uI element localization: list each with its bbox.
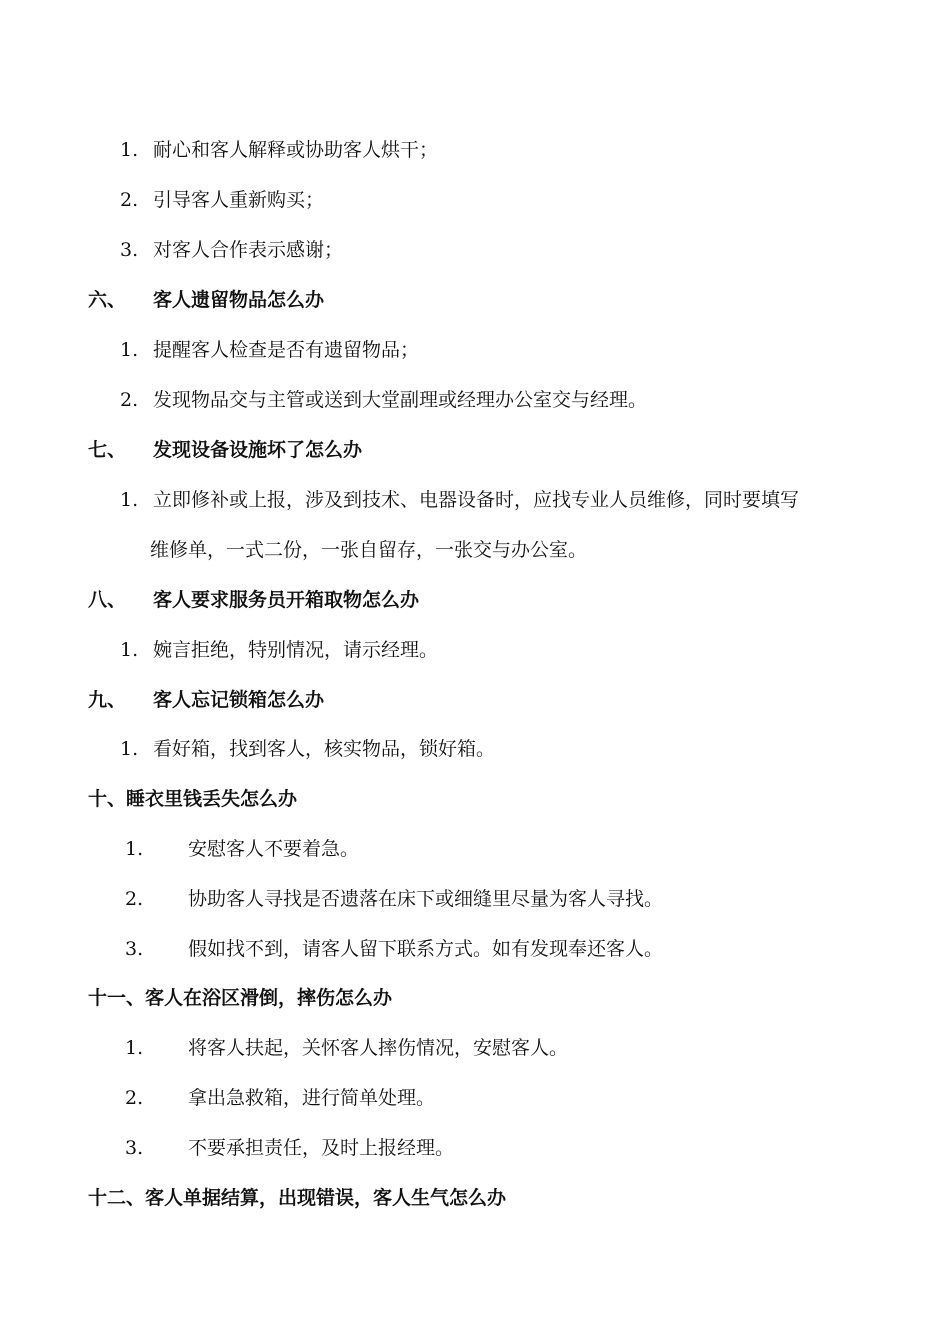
list-text: 协助客人寻找是否遗落在床下或细缝里尽量为客人寻找。 — [188, 888, 664, 910]
list-text: 提醒客人检查是否有遗留物品； — [153, 339, 420, 361]
list-text: 拿出急救箱，进行简单处理。 — [188, 1087, 436, 1109]
section-title: 客人忘记锁箱怎么办 — [153, 689, 325, 711]
section-title: 十、睡衣里钱丢失怎么办 — [88, 788, 298, 810]
list-text: 将客人扶起，关怀客人摔伤情况，安慰客人。 — [188, 1037, 569, 1059]
list-number: 3. — [125, 1137, 144, 1159]
list-text: 耐心和客人解释或协助客人烘干； — [153, 139, 439, 161]
list-number: 1. — [125, 838, 144, 860]
section-number: 六、 — [88, 289, 127, 311]
list-number: 1. — [120, 339, 139, 361]
list-number: 2. — [120, 389, 139, 411]
section-number: 七、 — [88, 439, 127, 461]
list-number: 3. — [125, 938, 144, 960]
list-number: 3. — [120, 239, 139, 261]
list-text: 安慰客人不要着急。 — [188, 838, 360, 860]
list-text: 立即修补或上报，涉及到技术、电器设备时，应找专业人员维修，同时要填写 — [153, 489, 800, 511]
section-title: 客人要求服务员开箱取物怎么办 — [153, 589, 420, 611]
section-number: 九、 — [88, 689, 127, 711]
section-title: 十一、客人在浴区滑倒，摔伤怎么办 — [88, 987, 393, 1009]
list-number: 2. — [125, 1087, 144, 1109]
list-number: 1. — [120, 639, 139, 661]
list-number: 1. — [125, 1037, 144, 1059]
list-number: 2. — [125, 888, 144, 910]
section-title: 十二、客人单据结算，出现错误，客人生气怎么办 — [88, 1187, 507, 1209]
section-title: 客人遗留物品怎么办 — [153, 289, 325, 311]
list-number: 1. — [120, 738, 139, 760]
list-text: 维修单，一式二份，一张自留存，一张交与办公室。 — [150, 539, 588, 561]
section-title: 发现设备设施坏了怎么办 — [153, 439, 363, 461]
list-number: 1. — [120, 489, 139, 511]
list-text: 发现物品交与主管或送到大堂副理或经理办公室交与经理。 — [153, 389, 648, 411]
list-text: 不要承担责任，及时上报经理。 — [188, 1137, 455, 1159]
list-text: 引导客人重新购买； — [153, 189, 325, 211]
list-number: 1. — [120, 139, 139, 161]
section-number: 八、 — [88, 589, 127, 611]
list-text: 婉言拒绝，特别情况，请示经理。 — [153, 639, 439, 661]
list-text: 对客人合作表示感谢； — [153, 239, 344, 261]
list-text: 假如找不到，请客人留下联系方式。如有发现奉还客人。 — [188, 938, 664, 960]
list-number: 2. — [120, 189, 139, 211]
list-text: 看好箱，找到客人，核实物品，锁好箱。 — [153, 738, 496, 760]
